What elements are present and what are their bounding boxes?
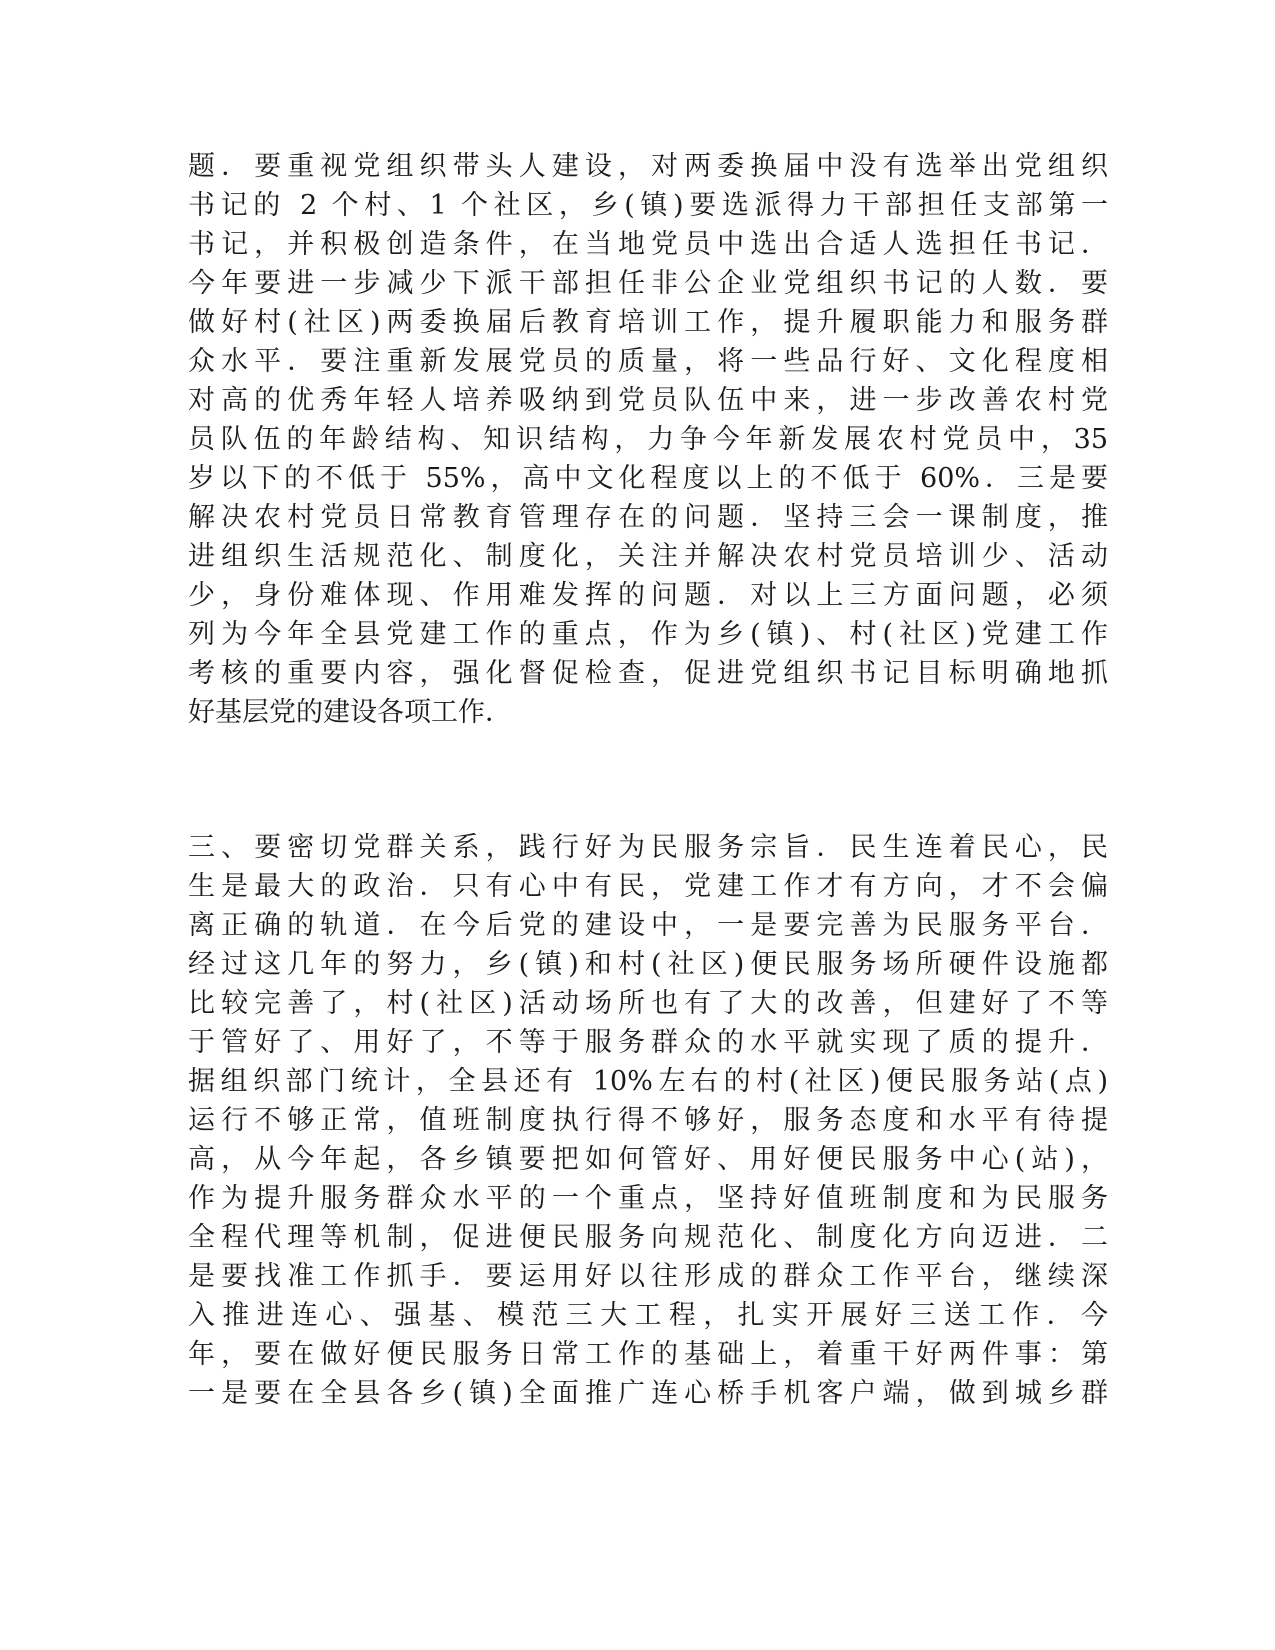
text-line: 员队伍的年龄结构、知识结构，力争今年新发展农村党员中，35: [188, 424, 1108, 455]
text-line: 解决农村党员日常教育管理存在的问题．坚持三会一课制度，推: [188, 502, 1108, 533]
text-line: 年，要在做好便民服务日常工作的基础上，着重干好两件事：第: [188, 1339, 1108, 1370]
text-line: 少，身份难体现、作用难发挥的问题．对以上三方面问题，必须: [188, 580, 1108, 611]
paragraph-2: [188, 828, 1108, 1413]
text-line: 列为今年全县党建工作的重点，作为乡(镇)、村(社区)党建工作: [188, 619, 1108, 650]
text-line: 经过这几年的努力，乡(镇)和村(社区)便民服务场所硬件设施都: [188, 949, 1108, 980]
text-line: 题．要重视党组织带头人建设，对两委换届中没有选举出党组织: [188, 151, 1108, 182]
text-line: 好基层党的建设各项工作．: [188, 697, 512, 728]
text-line: 全程代理等机制，促进便民服务向规范化、制度化方向迈进．二: [188, 1222, 1108, 1253]
text-line: 作为提升服务群众水平的一个重点，坚持好值班制度和为民服务: [188, 1183, 1108, 1214]
text-line: 对高的优秀年轻人培养吸纳到党员队伍中来，进一步改善农村党: [188, 385, 1108, 416]
text-line: 今年要进一步减少下派干部担任非公企业党组织书记的人数．要: [188, 268, 1108, 299]
text-line: 三、要密切党群关系，践行好为民服务宗旨．民生连着民心，民: [188, 832, 1108, 863]
text-line: 书记，并积极创造条件，在当地党员中选出合适人选担任书记．: [188, 229, 1108, 260]
text-line: 众水平．要注重新发展党员的质量，将一些品行好、文化程度相: [188, 346, 1108, 377]
text-line: 做好村(社区)两委换届后教育培训工作，提升履职能力和服务群: [188, 307, 1108, 338]
text-line: 于管好了、用好了，不等于服务群众的水平就实现了质的提升．: [188, 1027, 1108, 1058]
text-line: 岁以下的不低于 55%，高中文化程度以上的不低于 60%．三是要: [188, 463, 1108, 494]
text-line: 书记的 2 个村、1 个社区，乡(镇)要选派得力干部担任支部第一: [188, 190, 1108, 221]
text-line: 比较完善了，村(社区)活动场所也有了大的改善，但建好了不等: [188, 988, 1108, 1019]
text-line: 进组织生活规范化、制度化，关注并解决农村党员培训少、活动: [188, 541, 1108, 572]
text-line: 入推进连心、强基、模范三大工程，扎实开展好三送工作．今: [188, 1300, 1108, 1331]
paragraph-1: [188, 147, 1108, 732]
text-line: 一是要在全县各乡(镇)全面推广连心桥手机客户端，做到城乡群: [188, 1378, 1108, 1409]
text-line: 考核的重要内容，强化督促检查，促进党组织书记目标明确地抓: [188, 658, 1108, 689]
text-line: 生是最大的政治．只有心中有民，党建工作才有方向，才不会偏: [188, 871, 1108, 902]
text-line: 离正确的轨道．在今后党的建设中，一是要完善为民服务平台．: [188, 910, 1108, 941]
text-line: 是要找准工作抓手．要运用好以往形成的群众工作平台，继续深: [188, 1261, 1108, 1292]
text-line: 高，从今年起，各乡镇要把如何管好、用好便民服务中心(站)，: [188, 1144, 1108, 1175]
text-line: 据组织部门统计，全县还有 10%左右的村(社区)便民服务站(点): [188, 1066, 1108, 1097]
text-line: 运行不够正常，值班制度执行得不够好，服务态度和水平有待提: [188, 1105, 1108, 1136]
